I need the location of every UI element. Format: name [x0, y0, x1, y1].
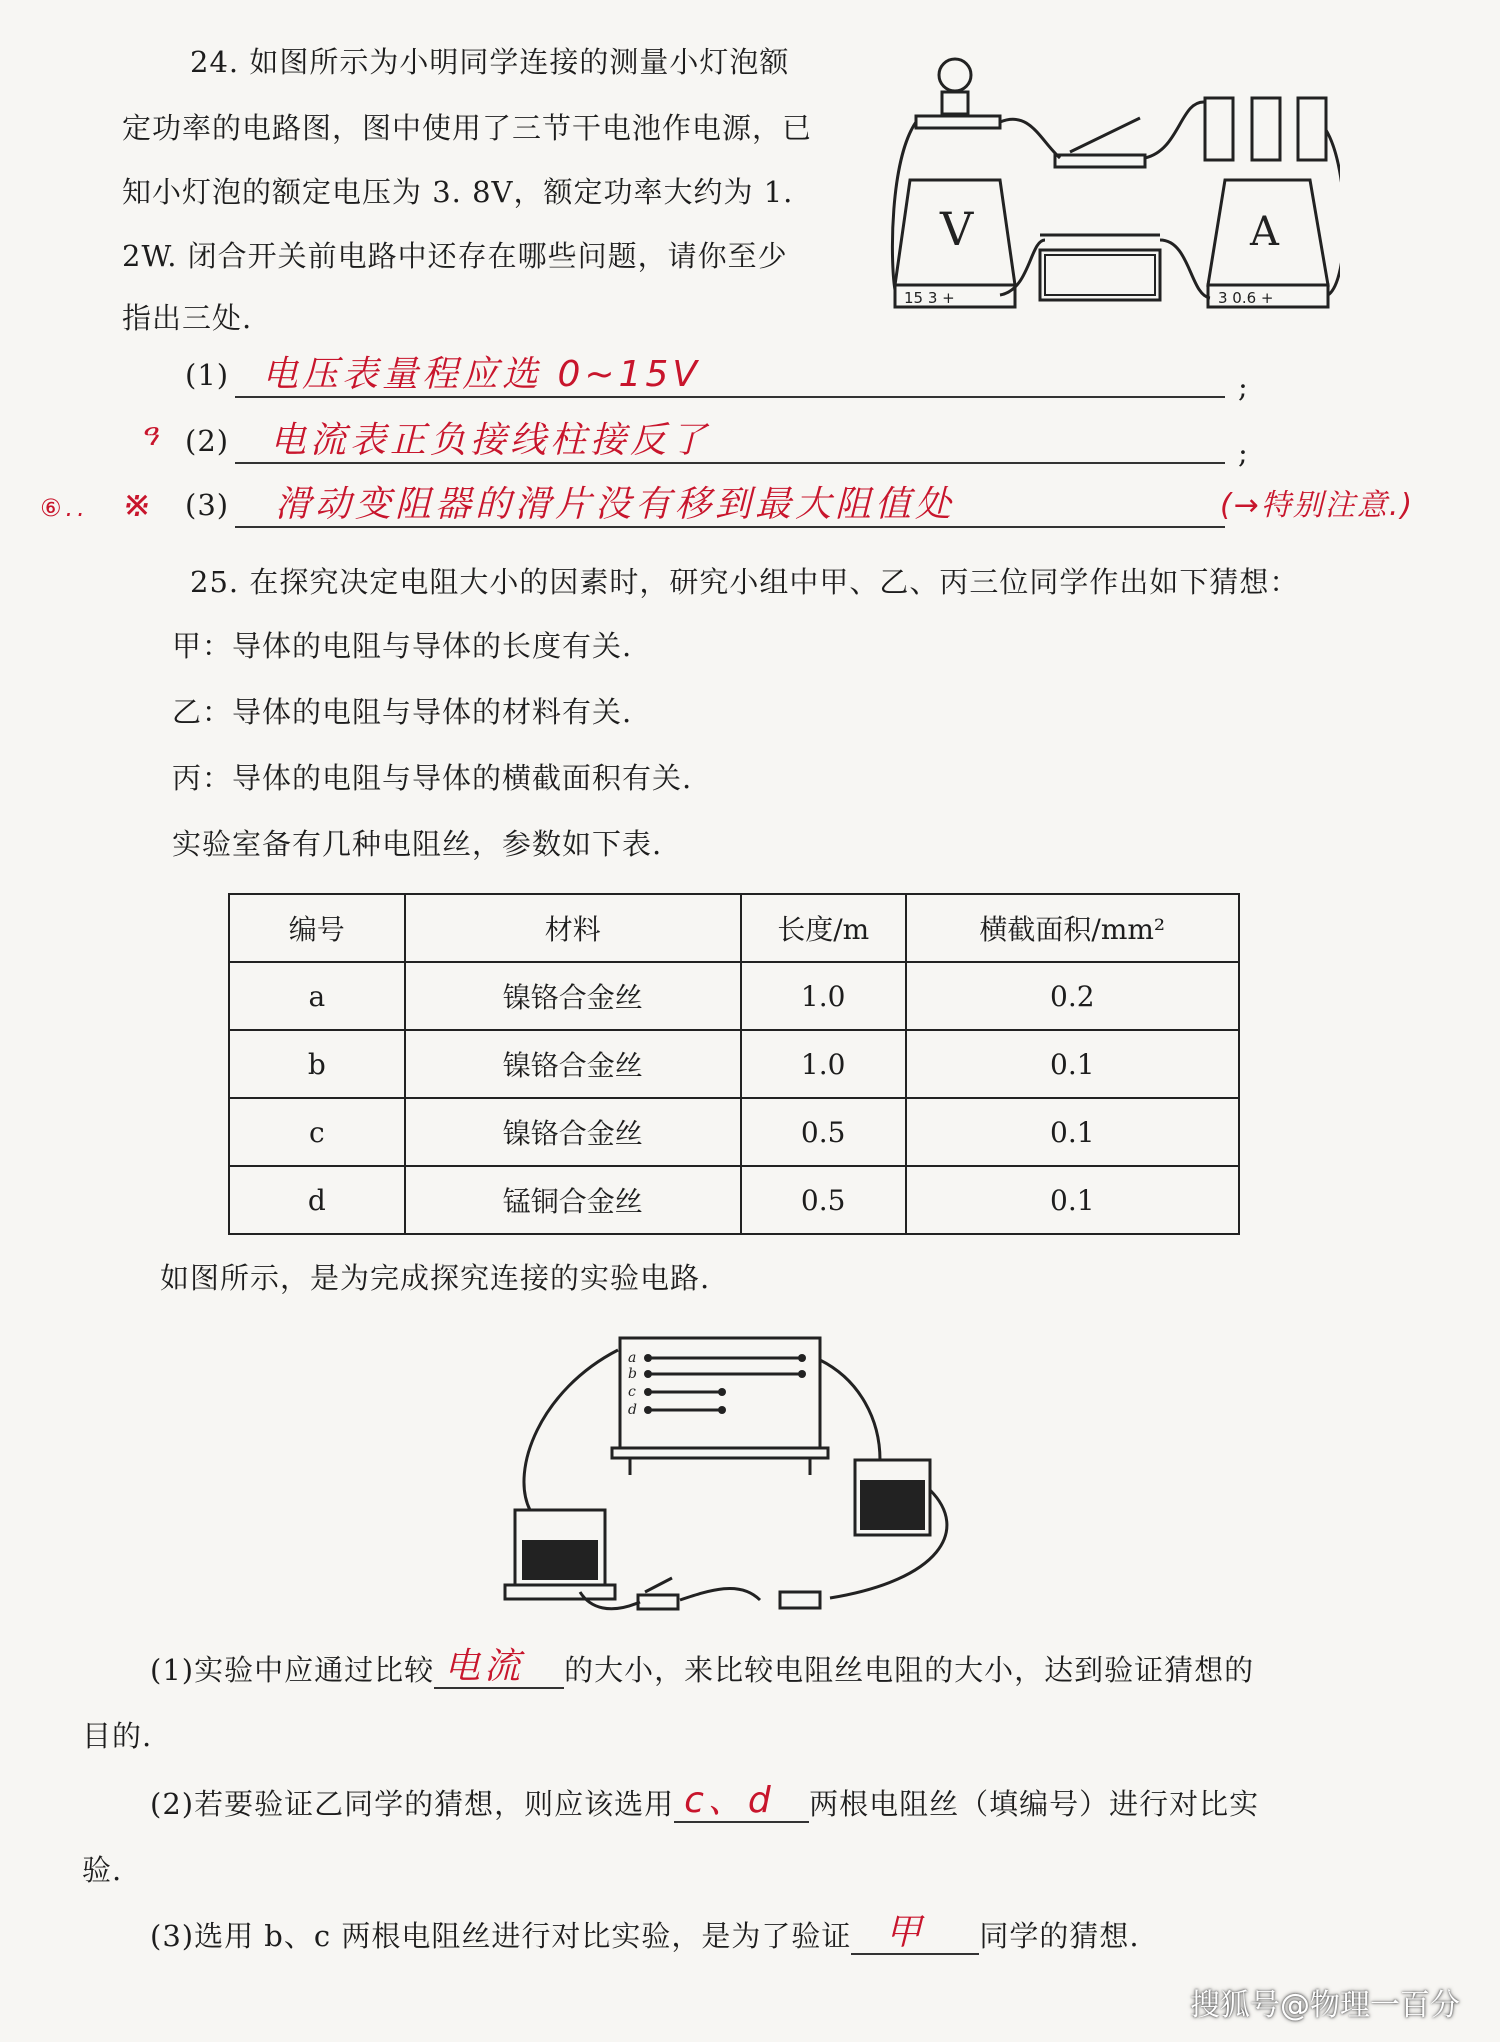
voltmeter-terminals: 15 3 + — [904, 289, 955, 307]
q25-sub-1-pre: (1)实验中应通过比较 — [150, 1653, 435, 1687]
q25-sub-2-cont: 验. — [82, 1853, 123, 1887]
table-row — [229, 1098, 1239, 1166]
table-cell: b — [229, 1030, 405, 1098]
q25-sub-3-blank — [851, 1912, 979, 1955]
q25-sub-3 — [150, 1914, 1140, 1955]
board-label-d: d — [628, 1402, 637, 1418]
table-cell: d — [229, 1166, 405, 1234]
q24-line-1: 24. 如图所示为小明同学连接的测量小灯泡额 — [190, 45, 790, 79]
table-row — [229, 962, 1239, 1030]
q25-sub-2-pre: (2)若要验证乙同学的猜想，则应该选用 — [150, 1787, 675, 1821]
q25-table-intro: 实验室备有几种电阻丝，参数如下表. — [172, 827, 663, 861]
q25-sub-1-post: 的大小，来比较电阻丝电阻的大小，达到验证猜想的 — [564, 1653, 1255, 1687]
q25-sub-1 — [150, 1648, 1254, 1689]
table-row — [229, 1166, 1239, 1234]
q24-item-2-number: (2) — [185, 424, 230, 458]
q25-circuit-intro: 如图所示，是为完成探究连接的实验电路. — [160, 1261, 711, 1295]
q24-item-2-answer: 电流表正负接线柱接反了 — [270, 420, 711, 461]
table-cell: a — [229, 962, 405, 1030]
q25-intro: 25. 在探究决定电阻大小的因素时，研究小组中甲、乙、丙三位同学作出如下猜想： — [190, 565, 1300, 599]
q25-sub-2-post: 两根电阻丝（填编号）进行对比实 — [809, 1787, 1260, 1821]
q24-item-1-end: ; — [1238, 370, 1249, 404]
q24-line-4: 2W. 闭合开关前电路中还存在哪些问题，请你至少 — [122, 239, 788, 273]
table-cell: 镍铬合金丝 — [405, 1098, 741, 1166]
table-header-cell: 长度/m — [741, 894, 906, 962]
q24-line-2: 定功率的电路图，图中使用了三节干电池作电源，已 — [122, 111, 813, 145]
q25-sub-2-blank — [674, 1780, 809, 1823]
q24-item-3-number: (3) — [185, 488, 230, 522]
table-cell: 0.1 — [906, 1166, 1239, 1234]
side-note: (→特别注意.) — [1220, 488, 1415, 523]
table-cell: c — [229, 1098, 405, 1166]
table-cell: 镍铬合金丝 — [405, 962, 741, 1030]
watermark: 搜狐号@物理一百分 — [1190, 1988, 1460, 2023]
ammeter-terminals: 3 0.6 + — [1218, 289, 1274, 307]
table-row — [229, 1030, 1239, 1098]
board-label-b: b — [628, 1366, 637, 1382]
table-cell: 锰铜合金丝 — [405, 1166, 741, 1234]
table-cell: 1.0 — [741, 962, 906, 1030]
q24-item-2-end: ; — [1238, 436, 1249, 470]
q24-item-1-number: (1) — [185, 358, 230, 392]
q25-sub-3-post: 同学的猜想. — [979, 1919, 1140, 1953]
table-cell: 0.1 — [906, 1098, 1239, 1166]
q25-hypothesis-bing: 丙：导体的电阻与导体的横截面积有关. — [172, 761, 693, 795]
q25-sub-1-answer: 电流 — [444, 1646, 525, 1687]
ammeter-symbol: A — [1250, 209, 1279, 255]
q25-sub-2 — [150, 1782, 1259, 1823]
board-label-a: a — [628, 1350, 637, 1366]
q25-sub-1-cont: 目的. — [82, 1719, 153, 1753]
q24-line-3: 知小灯泡的额定电压为 3. 8V，额定功率大约为 1. — [122, 175, 794, 209]
table-cell: 0.5 — [741, 1166, 906, 1234]
voltmeter-symbol: V — [940, 202, 974, 256]
table-cell: 1.0 — [741, 1030, 906, 1098]
q24-item-3-answer: 滑动变阻器的滑片没有移到最大阻值处 — [275, 484, 956, 525]
table-header-cell: 材料 — [405, 894, 741, 962]
table-cell: 0.1 — [906, 1030, 1239, 1098]
table-header-row — [229, 894, 1239, 962]
table-cell: 0.2 — [906, 962, 1239, 1030]
table-header-cell: 横截面积/mm² — [906, 894, 1239, 962]
margin-mark-1: ዓ — [140, 418, 162, 453]
q25-circuit-diagram — [500, 1330, 980, 1630]
q25-sub-3-pre: (3)选用 b、c 两根电阻丝进行对比实验，是为了验证 — [150, 1919, 852, 1953]
margin-mark-3: ⑥.. — [40, 494, 89, 522]
q24-line-5: 指出三处. — [122, 301, 253, 335]
q25-hypothesis-yi: 乙：导体的电阻与导体的材料有关. — [172, 695, 633, 729]
table-cell: 镍铬合金丝 — [405, 1030, 741, 1098]
q25-sub-2-answer: c、d — [684, 1780, 775, 1821]
q24-circuit-diagram — [880, 40, 1340, 310]
resistance-wire-table — [228, 893, 1240, 1235]
margin-mark-2: ※ — [122, 484, 157, 525]
q25-sub-1-blank — [434, 1646, 564, 1689]
q24-item-1-answer: 电压表量程应选 0~15V — [262, 354, 701, 395]
board-label-c: c — [628, 1384, 636, 1400]
table-header-cell: 编号 — [229, 894, 405, 962]
table-cell: 0.5 — [741, 1098, 906, 1166]
q25-sub-3-answer: 甲 — [885, 1912, 926, 1953]
q25-hypothesis-jia: 甲：导体的电阻与导体的长度有关. — [172, 629, 633, 663]
